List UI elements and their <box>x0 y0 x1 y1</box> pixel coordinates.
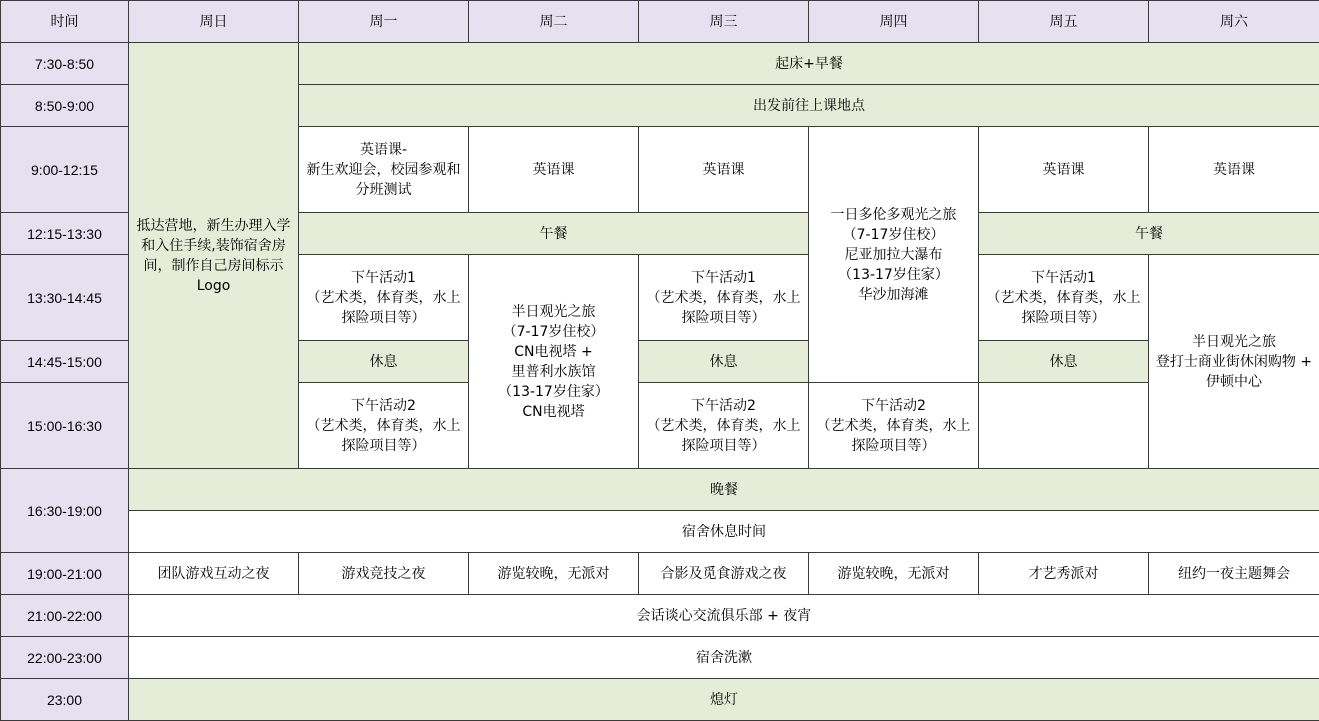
tuesday-trip-cell: 半日观光之旅 （7-17岁住校） CN电视塔 + 里普利水族馆 （13-17岁住家） CN电视塔 <box>469 255 639 469</box>
table-row <box>1 511 1319 553</box>
header-day-saturday: 周六 <box>1149 1 1319 43</box>
wednesday-activity2-cell: 下午活动2 （艺术类，体育类，水上探险项目等） <box>639 383 809 469</box>
evening-friday-cell: 才艺秀派对 <box>979 553 1149 595</box>
monday-break-cell: 休息 <box>299 341 469 383</box>
time-slot: 13:30-14:45 <box>1 255 129 341</box>
table-row <box>1 595 1319 637</box>
lights-out-cell: 熄灯 <box>129 679 1319 721</box>
table-row <box>1 679 1319 721</box>
monday-english-cell: 英语课- 新生欢迎会，校园参观和分班测试 <box>299 127 469 213</box>
header-day-tuesday: 周二 <box>469 1 639 43</box>
wash-cell: 宿舍洗漱 <box>129 637 1319 679</box>
wakeup-breakfast-cell: 起床+早餐 <box>299 43 1319 85</box>
thursday-trip-cell: 一日多伦多观光之旅 （7-17岁住校） 尼亚加拉大瀑布 （13-17岁住家） 华沙加海滩 <box>809 127 979 383</box>
monday-activity2-cell: 下午活动2 （艺术类，体育类，水上探险项目等） <box>299 383 469 469</box>
depart-cell: 出发前往上课地点 <box>299 85 1319 127</box>
time-slot: 14:45-15:00 <box>1 341 129 383</box>
time-slot: 22:00-23:00 <box>1 637 129 679</box>
wednesday-break-cell: 休息 <box>639 341 809 383</box>
time-slot: 23:00 <box>1 679 129 721</box>
header-day-monday: 周一 <box>299 1 469 43</box>
sunday-arrival-cell: 抵达营地，新生办理入学和入住手续,装饰宿舍房间，制作自己房间标示Logo <box>129 43 299 469</box>
table-row <box>1 637 1319 679</box>
time-slot: 8:50-9:00 <box>1 85 129 127</box>
evening-tuesday-cell: 游览较晚，无派对 <box>469 553 639 595</box>
header-time: 时间 <box>1 1 129 43</box>
dorm-rest-cell: 宿舍休息时间 <box>129 511 1319 553</box>
time-slot: 19:00-21:00 <box>1 553 129 595</box>
table-row <box>1 43 1319 85</box>
evening-wednesday-cell: 合影及觅食游戏之夜 <box>639 553 809 595</box>
time-slot: 12:15-13:30 <box>1 213 129 255</box>
saturday-english-cell: 英语课 <box>1149 127 1319 213</box>
evening-thursday-cell: 游览较晚，无派对 <box>809 553 979 595</box>
tuesday-english-cell: 英语课 <box>469 127 639 213</box>
evening-sunday-cell: 团队游戏互动之夜 <box>129 553 299 595</box>
table-row <box>1 553 1319 595</box>
table-row <box>1 469 1319 511</box>
club-cell: 会话谈心交流俱乐部 + 夜宵 <box>129 595 1319 637</box>
monday-activity1-cell: 下午活动1 （艺术类，体育类，水上探险项目等） <box>299 255 469 341</box>
lunch-cell: 午餐 <box>979 213 1319 255</box>
evening-monday-cell: 游戏竞技之夜 <box>299 553 469 595</box>
saturday-trip-cell: 半日观光之旅 登打士商业街休闲购物 + 伊顿中心 <box>1149 255 1319 469</box>
friday-break-cell: 休息 <box>979 341 1149 383</box>
evening-saturday-cell: 纽约一夜主题舞会 <box>1149 553 1319 595</box>
wednesday-english-cell: 英语课 <box>639 127 809 213</box>
header-day-wednesday: 周三 <box>639 1 809 43</box>
time-slot: 16:30-19:00 <box>1 469 129 553</box>
header-day-sunday: 周日 <box>129 1 299 43</box>
time-slot: 21:00-22:00 <box>1 595 129 637</box>
header-day-thursday: 周四 <box>809 1 979 43</box>
wednesday-activity1-cell: 下午活动1 （艺术类，体育类，水上探险项目等） <box>639 255 809 341</box>
header-row <box>1 1 1319 43</box>
friday-english-cell: 英语课 <box>979 127 1149 213</box>
header-day-friday: 周五 <box>979 1 1149 43</box>
time-slot: 15:00-16:30 <box>1 383 129 469</box>
time-slot: 7:30-8:50 <box>1 43 129 85</box>
time-slot: 9:00-12:15 <box>1 127 129 213</box>
lunch-cell: 午餐 <box>299 213 809 255</box>
dinner-cell: 晚餐 <box>129 469 1319 511</box>
friday-activity1-cell: 下午活动1 （艺术类，体育类，水上探险项目等） <box>979 255 1149 341</box>
friday-activity2-cell: 下午活动2 （艺术类，体育类，水上探险项目等） <box>809 383 979 469</box>
